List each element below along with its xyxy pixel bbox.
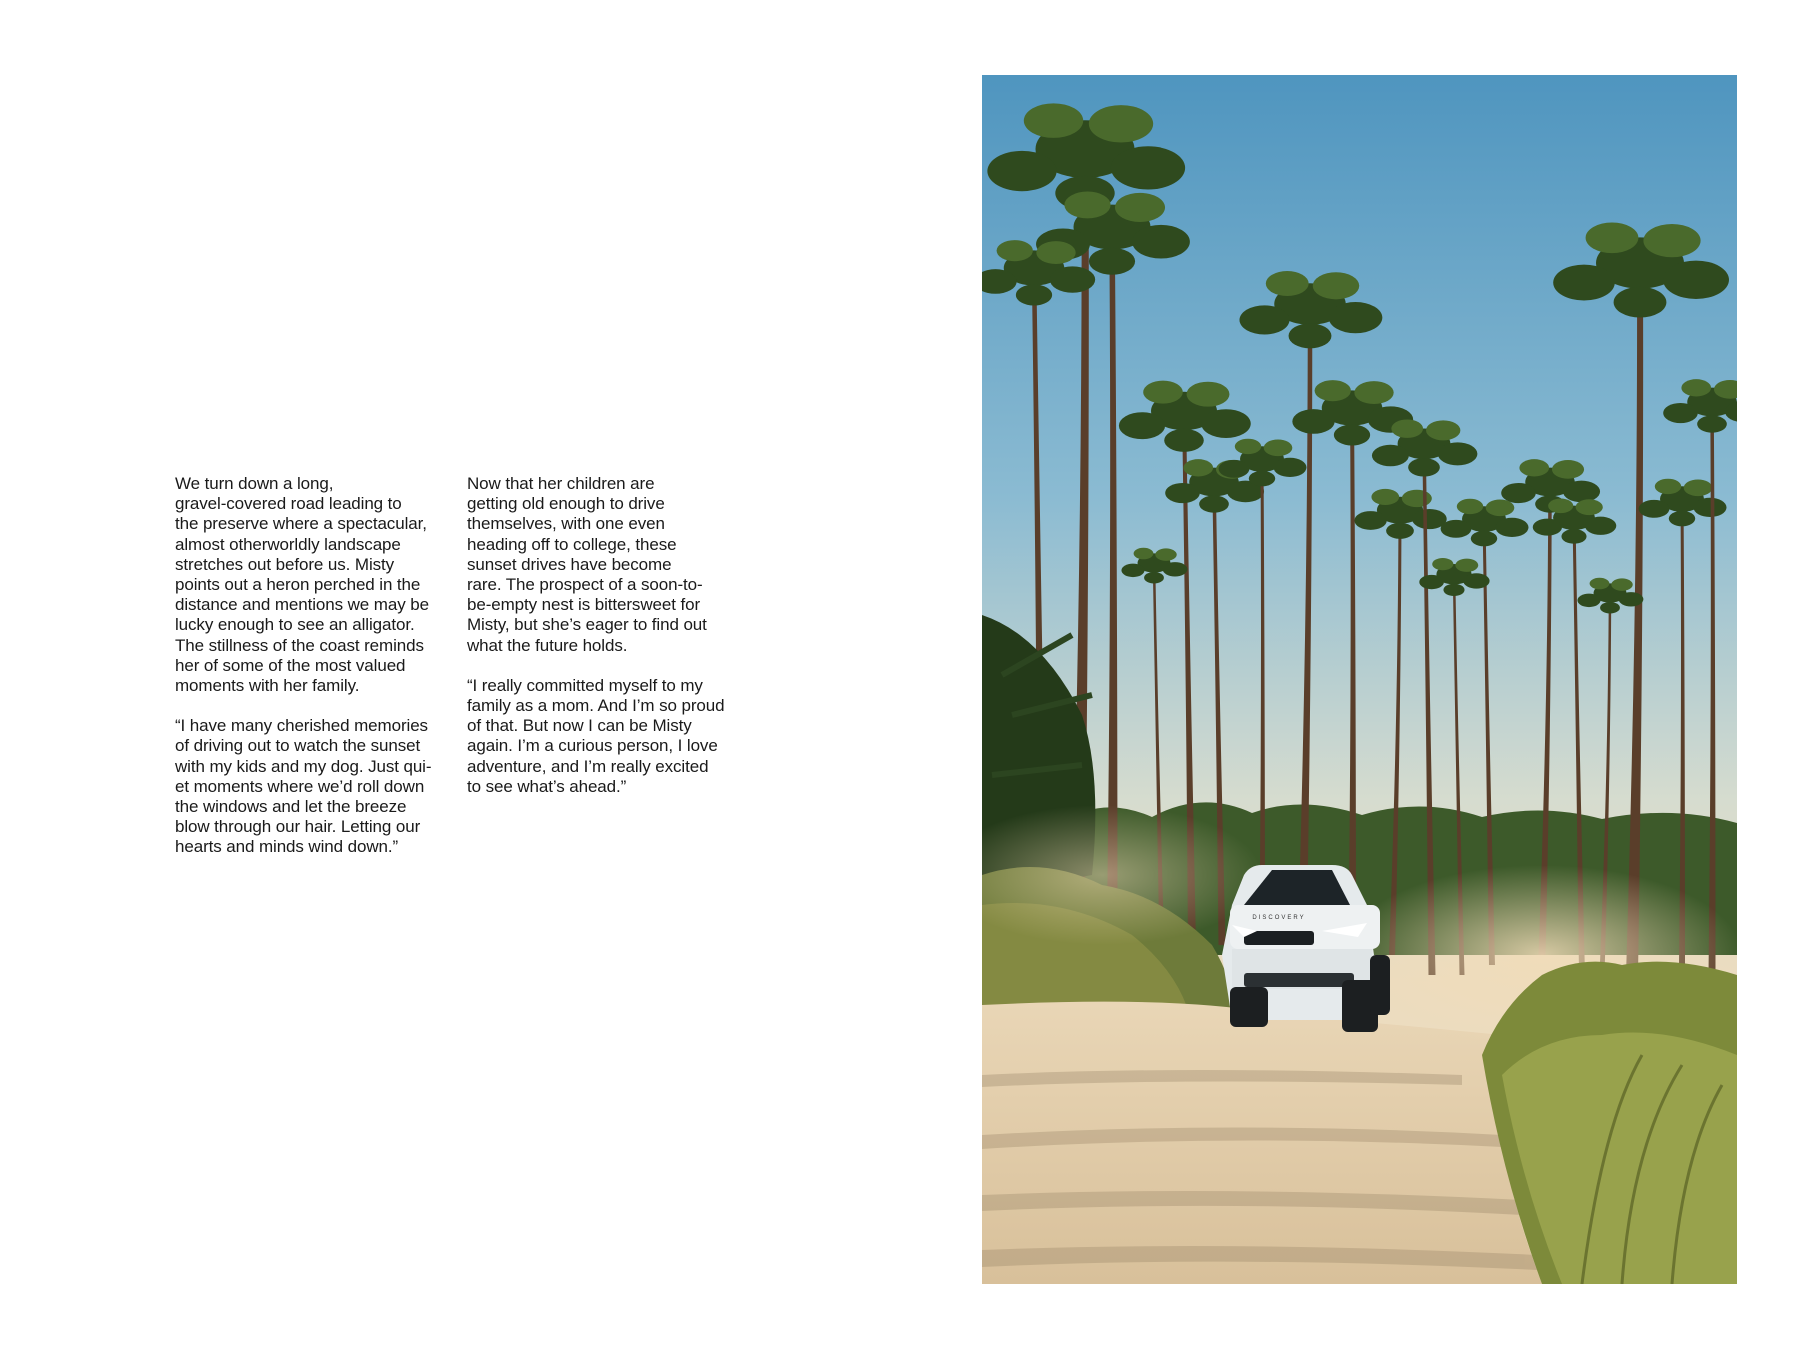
pine-foliage-clump [1354,381,1393,404]
text-line: almost otherworldly landscape [175,534,401,554]
pine-foliage-clump [1548,499,1573,514]
text-line: Misty, but she’s eager to find out [467,615,707,635]
pine-foliage-clump [1144,572,1164,584]
pine-foliage-clump [1372,445,1409,467]
pine-foliage-clump [1016,284,1052,305]
text-line: Now that her children are [467,474,655,493]
pine-foliage-clump [1354,511,1386,530]
text-line: “I really committed myself to my [467,675,703,695]
pine-foliage-clump [1371,489,1399,505]
pine-foliage-clump [1577,594,1600,607]
pine-foliage-clump [1402,490,1432,507]
pine-foliage-clump [1334,424,1370,445]
text-line: points out a heron perched in the [175,575,421,595]
text-line: stretches out before us. Misty [175,554,395,574]
left-text-column [175,474,445,858]
text-line: themselves, with one even [467,514,665,534]
pine-foliage-clump [1121,564,1144,577]
pine-foliage-clump [1694,498,1727,517]
text-line: her of some of the most valued [175,655,406,675]
pine-foliage-clump [1663,261,1729,299]
pine-foliage-clump [1457,499,1483,514]
pine-foliage-clump [1438,442,1478,465]
text-line: the preserve where a spectacular, [175,514,427,534]
pine-foliage-clump [1655,479,1681,494]
vehicle-badge: DISCOVERY [1252,915,1306,921]
text-line: of that. But now I can be Misty [467,716,692,736]
right-column-paragraph [467,474,742,656]
pine-foliage-clump [1289,323,1332,348]
text-line: “I have many cherished memories [175,716,428,736]
pine-foliage-clump [1199,495,1229,512]
pine-foliage-clump [1432,558,1453,570]
text-line: adventure, and I’m really excited [467,756,709,776]
text-line: hearts and minds wind down.” [175,837,399,857]
text-line: of driving out to watch the sunset [175,736,421,756]
pine-foliage-clump [1386,523,1414,539]
pine-foliage-clump [1697,415,1727,432]
text-line: be-empty nest is bittersweet for [467,595,701,615]
pine-foliage-clump [1643,224,1700,257]
pine-foliage-clump [987,151,1056,191]
left-column-paragraph [175,474,445,696]
pine-foliage-clump [1408,458,1440,476]
pine-foliage-clump [1111,146,1185,189]
pine-foliage-clump [1292,409,1334,434]
text-line: with my kids and my dog. Just qui- [175,756,432,776]
pine-foliage-clump [1553,265,1615,301]
pine-foliage-clump [1313,272,1359,299]
pine-foliage-clump [1501,483,1536,503]
pine-foliage-clump [1143,381,1183,404]
pine-foliage-clump [1089,248,1135,275]
pine-foliage-clump [1471,531,1497,546]
pine-foliage-clump [997,240,1033,261]
pine-foliage-clump [1329,302,1383,333]
text-line: getting old enough to drive [467,494,665,514]
pine-foliage-clump [1585,517,1616,535]
pine-foliage-clump [1496,518,1529,537]
pine-foliage-clump [1036,241,1075,264]
right-text-column [467,474,742,797]
pine-foliage-clump [1611,578,1632,590]
pine-foliage-clump [1619,592,1644,606]
pine-foliage-clump [1249,471,1275,486]
pine-foliage-clump [1132,225,1190,259]
pine-foliage-clump [1614,287,1667,318]
text-line: blow through our hair. Letting our [175,817,421,837]
pine-foliage-clump [1391,419,1423,437]
pine-foliage-clump [1519,459,1549,476]
pine-foliage-clump [1669,511,1695,526]
pine-foliage-clump [1274,458,1307,477]
pine-foliage-clump [1164,429,1204,452]
text-line: lucky enough to see an alligator. [175,615,415,635]
text-line: We turn down a long, [175,474,334,493]
pine-foliage-clump [1165,483,1200,503]
pine-foliage-clump [1219,460,1250,478]
pine-foliage-clump [1455,559,1478,572]
text-line: distance and mentions we may be [175,595,429,615]
text-line: heading off to college, these [467,534,677,554]
pine-foliage-clump [1586,222,1639,253]
pine-foliage-clump [1089,105,1153,142]
pine-foliage-clump [1187,382,1230,407]
text-line: rare. The prospect of a soon-to- [467,575,703,595]
pine-foliage-clump [1563,481,1600,503]
pine-foliage-clump [1443,584,1464,596]
pine-foliage-clump [1024,103,1083,138]
pine-foliage-clump [1239,305,1289,334]
pine-foliage-clump [1590,578,1610,590]
pine-foliage-clump [1155,548,1176,560]
text-line: gravel-covered road leading to [175,494,402,514]
pine-foliage-clump [1576,499,1603,515]
text-line: again. I’m a curious person, I love [467,736,718,756]
pine-foliage-clump [1561,529,1586,544]
text-line: moments with her family. [175,676,360,696]
pine-foliage-clump [1426,420,1460,440]
pine-foliage-clump [1533,519,1562,536]
text-line: what the future holds. [467,635,628,655]
pine-foliage-clump [1681,379,1711,396]
text-line: et moments where we’d roll down [175,776,425,796]
pine-foliage-clump [1463,573,1489,588]
pine-foliage-clump [1663,403,1698,423]
left-column-paragraph [175,716,445,857]
pine-foliage-clump [1639,500,1670,518]
pine-foliage-clump [1201,409,1251,438]
pine-foliage-clump [1266,271,1309,296]
pine-foliage-clump [1315,380,1351,401]
pine-foliage-clump [1064,192,1110,219]
text-line: The stillness of the coast reminds [175,635,424,655]
pine-foliage-clump [1134,548,1154,560]
pine-foliage-clump [1419,575,1444,589]
pine-foliage-clump [1552,460,1584,479]
pine-foliage-clump [1441,520,1472,538]
pine-foliage-clump [1115,193,1165,222]
text-line: family as a mom. And I’m so proud [467,696,725,716]
text-line: sunset drives have become [467,554,672,574]
pine-foliage-clump [1183,459,1213,476]
right-column-paragraph [467,676,742,797]
text-line: the windows and let the breeze [175,797,407,817]
pine-foliage-clump [1600,602,1620,614]
suv-on-dirt-road-photo [982,75,1737,1284]
pine-foliage-clump [1050,266,1095,292]
pine-foliage-clump [1163,562,1188,576]
text-line: to see what’s ahead.” [467,776,627,796]
pine-foliage-clump [1119,412,1165,439]
pine-foliage-clump [1684,479,1713,496]
pine-foliage-clump [1235,439,1261,454]
pine-foliage-clump [1486,499,1515,516]
photo-illustration [982,75,1737,1284]
pine-foliage-clump [1264,439,1293,456]
